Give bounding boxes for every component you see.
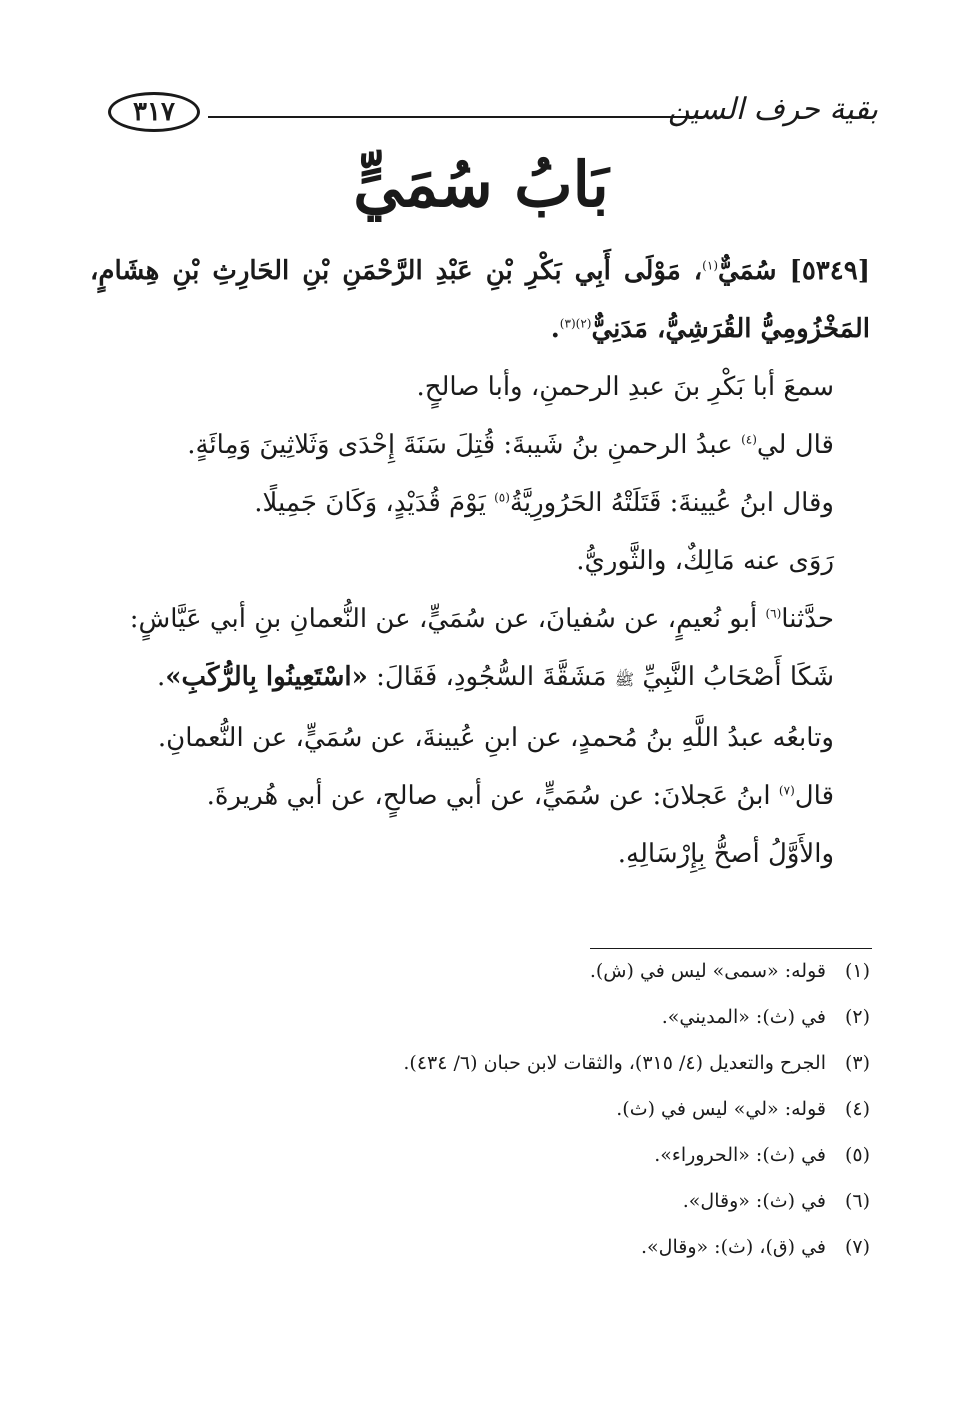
running-title: بقية حرف السين: [667, 92, 878, 127]
footnote-item: [90, 1132, 870, 1178]
paragraph-text: أبو نُعيمٍ، عن سُفيانَ، عن سُمَيٍّ، عن النُّعمانِ بنِ أبي عَيَّاشٍ: شَكَا أَصْحَابُ النَّبِيِّ: [129, 604, 834, 692]
footnote-text: في (ق)، (ث): «وقال».: [641, 1236, 826, 1258]
paragraph-hadith: [90, 590, 870, 709]
page-number: ٣١٧: [108, 92, 200, 132]
entry-name: سُمَيٌّ: [718, 256, 777, 286]
footnote-item: [90, 948, 870, 994]
footnote-mark: (٧): [844, 1236, 870, 1258]
paragraph-text: وتابعُه عبدُ اللَّهِ بنُ مُحمدٍ، عن ابنِ عُيينةَ، عن سُمَيٍّ، عن النُّعمانِ.: [157, 723, 834, 753]
paragraph-text: وقال ابنُ عُيينةَ: قَتَلَتْهُ الحَرُورِيَّةُ: [509, 488, 834, 518]
footnote-text: قوله: «سمى» ليس في (ش).: [589, 960, 826, 982]
footnotes-list: [90, 948, 870, 1270]
entry-heading: [90, 242, 870, 358]
main-text: [90, 242, 870, 883]
paragraph-ibn-ajlan: [90, 767, 870, 825]
paragraph-ibn-uyayna: [90, 474, 870, 532]
footnote-item: [90, 1178, 870, 1224]
paragraph-text: .: [156, 662, 166, 692]
paragraph-text: ابنُ عَجلانَ: عن سُمَيٍّ، عن أبي صالحٍ، عن أبي هُريرةَ.: [206, 781, 779, 811]
paragraph-text: مَشَقَّةَ السُّجُودِ، فَقَالَ:: [367, 662, 615, 692]
footnote-ref-4: (٤): [741, 432, 757, 447]
paragraph-follow-up: [90, 709, 870, 767]
paragraph-text: سمعَ أبا بَكْرِ بنَ عبدِ الرحمنِ، وأبا صالحٍ.: [416, 372, 834, 402]
entry-description: ، مَوْلَى أَبِي بَكْرِ بْنِ عَبْدِ الرَّحْمَنِ بْنِ الحَارِثِ بْنِ هِشَامٍ، المَخْزُومِيُّ القُرَشِيُّ، مَدَنِيٌّ: [90, 256, 870, 344]
paragraph-text: قال لي: [756, 430, 834, 460]
footnote-item: [90, 1224, 870, 1270]
chapter-title: بَابُ سُمَيٍّ: [353, 148, 609, 221]
footnote-text: الجرح والتعديل (٤/ ٣١٥)، والثقات لابن حبان (٦/ ٤٣٤).: [403, 1052, 826, 1074]
footnote-mark: (٢): [844, 1006, 870, 1028]
paragraph-text: قال: [794, 781, 834, 811]
paragraph-death-date: [90, 416, 870, 474]
paragraph-text: رَوَى عنه مَالِكٌ، والثَّوريُّ.: [576, 546, 834, 576]
entry-end: .: [550, 314, 560, 344]
footnote-mark: (٣): [844, 1052, 870, 1074]
paragraph-heard-from: [90, 358, 870, 416]
header-rule: [208, 116, 703, 118]
honorific-glyph: ﷺ: [614, 670, 635, 689]
paragraph-narrators: [90, 532, 870, 590]
footnote-mark: (١): [844, 960, 870, 982]
footnote-item: [90, 994, 870, 1040]
footnote-mark: (٦): [844, 1190, 870, 1212]
page-header: [108, 88, 878, 148]
paragraph-text: عبدُ الرحمنِ بنُ شَيبةَ: قُتِلَ سَنَةَ إِحْدَى وَثَلاثِينَ وَمِائَةٍ.: [187, 430, 742, 460]
footnote-text: في (ث): «وقال».: [682, 1190, 826, 1212]
footnote-ref-2-3: (٢)(٣): [559, 316, 592, 331]
paragraph-text: يَوْمَ قُدَيْدٍ، وَكَانَ جَمِيلًا.: [254, 488, 495, 518]
paragraph-text: حدَّثنا: [781, 604, 834, 634]
footnote-text: في (ث): «المديني».: [661, 1006, 826, 1028]
hadith-quote: «اسْتَعِينُوا بِالرُّكَبِ»: [165, 662, 368, 692]
footnote-ref-7: (٧): [778, 783, 795, 798]
footnote-text: قوله: «لي» ليس في (ث).: [616, 1098, 826, 1120]
footnote-item: [90, 1040, 870, 1086]
footnote-ref-5: (٥): [494, 490, 510, 505]
footnote-mark: (٤): [844, 1098, 870, 1120]
footnote-mark: (٥): [844, 1144, 870, 1166]
footnote-ref-6: (٦): [765, 606, 782, 621]
paragraph-text: والأَوَّلُ أصحُّ بِإِرْسَالِهِ.: [617, 839, 834, 869]
footnote-text: في (ث): «الحروراء».: [654, 1144, 826, 1166]
footnote-item: [90, 1086, 870, 1132]
entry-number: [٥٣٤٩]: [789, 256, 870, 286]
footnote-ref-1: (١): [702, 258, 718, 273]
paragraph-conclusion: [90, 825, 870, 883]
